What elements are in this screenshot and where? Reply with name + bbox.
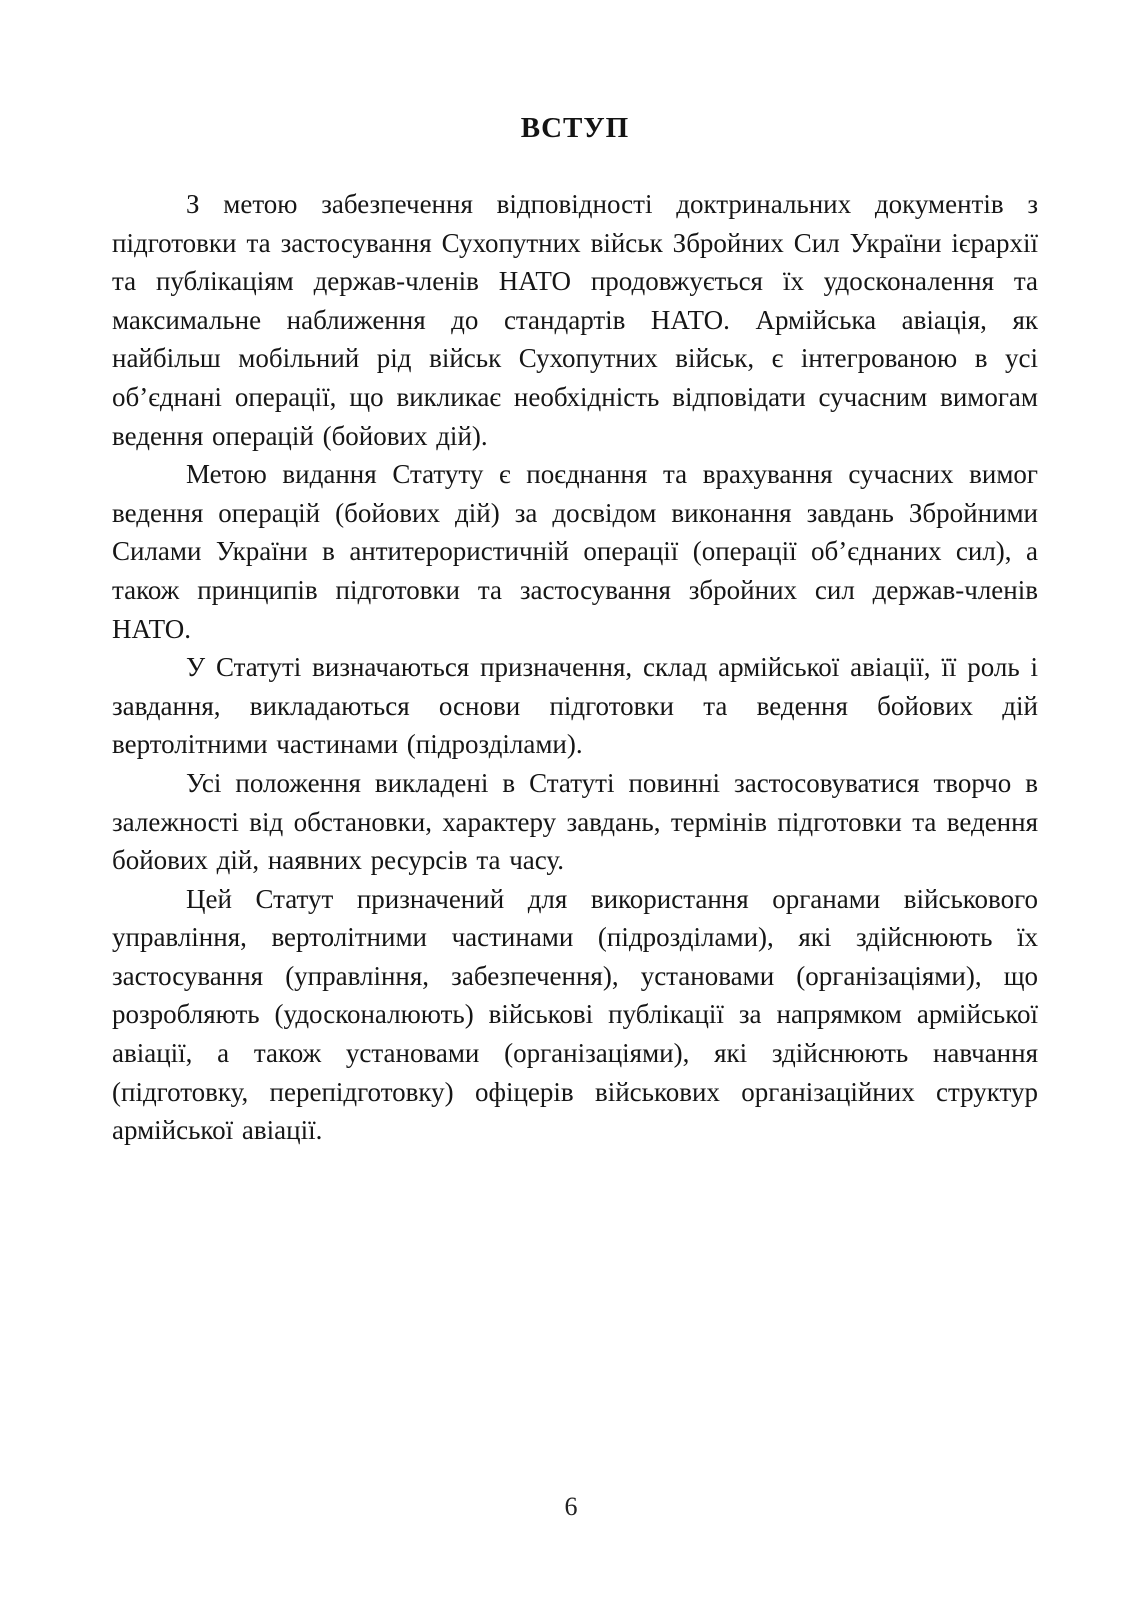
paragraph-1: З метою забезпечення відповідності доктринальних документів з підготовки та застосування Сухопутних військ Збройних Сил України ієрархії та публікаціям держав-членів НАТО продовжується їх удосконалення та максимальне наближення до стандартів НАТО. Армійська авіація, як найбільш мобільний рід військ Сухопутних військ, є інтегрованою в усі об’єднані операції, що викликає необхідність відповідати сучасним вимогам ведення операцій (бойових дій). [112,189,1038,451]
page-number: 6 [564,1492,578,1521]
paragraph-5: Цей Статут призначений для використання органами військового управління, вертолітними частинами (підрозділами), які здійснюють їх застосування (управління, забезпечення), установами (організаціями), що розробляють (удосконалюють) військові публікації за напрямком армійської авіації, а також установами (організаціями), які здійснюють навчання (підготовку, перепідготовку) офіцерів військових організаційних структур армійської авіації. [112,883,1038,1146]
paragraph-3: У Статуті визначаються призначення, склад армійської авіації, її роль і завдання, викладаються основи підготовки та ведення бойових дій вертолітними частинами (підрозділами). [112,652,1038,760]
page-title: ВСТУП [520,112,630,144]
paragraph-2: Метою видання Статуту є поєднання та врахування сучасних вимог ведення операцій (бойових дій) за досвідом виконання завдань Збройними Силами України в антитерористичній операції (операції об’єднаних сил), а також принципів підготовки та застосування збройних сил держав-членів НАТО. [112,459,1038,644]
paragraph-4: Усі положення викладені в Статуті повинні застосовуватися творчо в залежності від обстановки, характеру завдань, термінів підготовки та ведення бойових дій, наявних ресурсів та часу. [112,767,1038,876]
document-body [112,112,1038,1150]
